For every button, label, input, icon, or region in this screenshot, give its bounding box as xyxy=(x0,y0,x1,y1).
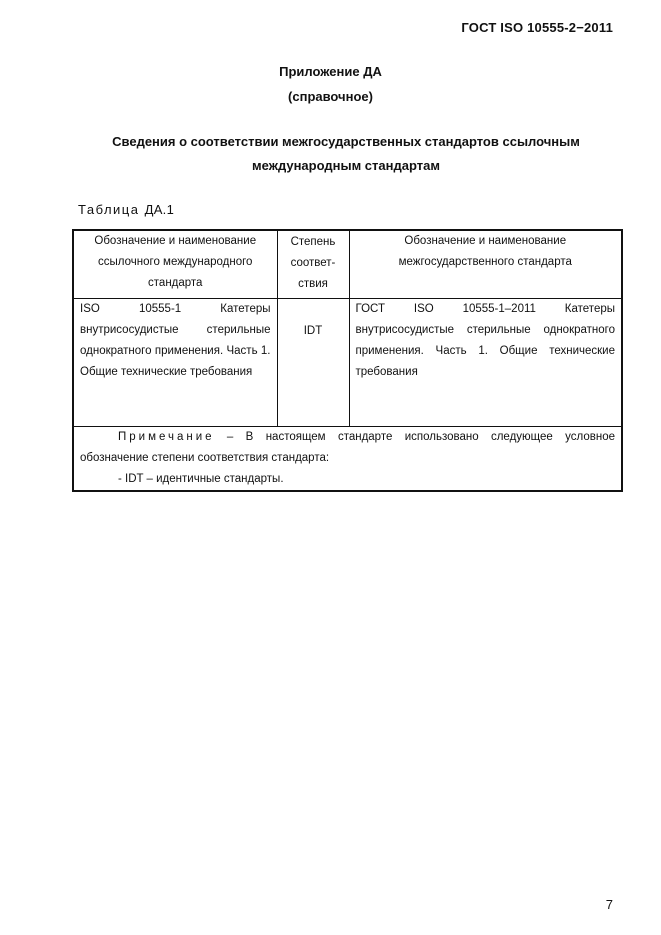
section-title xyxy=(90,130,602,178)
cell-interstate-standard: ГОСТ ISO 10555-1–2011 Катетеры внутрисосудистые стерильные однократного применения. Часть 1. Общие технические требования xyxy=(349,299,622,427)
section-title-line1: Сведения о соответствии межгосударственных стандартов ссылочным xyxy=(112,134,580,149)
cell-degree: IDT xyxy=(277,299,349,427)
table-caption-word: Таблица xyxy=(78,202,140,217)
table-header-row xyxy=(73,230,622,299)
appendix-subtitle: (справочное) xyxy=(288,89,373,104)
table-caption xyxy=(78,202,174,217)
appendix-title: Приложение ДА xyxy=(279,64,382,79)
table-row xyxy=(73,299,622,427)
table-caption-number: ДА.1 xyxy=(144,202,175,217)
header-international-standard: Обозначение и наименование ссылочного международного стандарта xyxy=(73,230,277,299)
header-interstate-standard: Обозначение и наименование межгосударственного стандарта xyxy=(349,230,622,299)
note-label: Примечание xyxy=(118,431,215,443)
document-code: ГОСТ ISO 10555-2−2011 xyxy=(461,20,613,35)
note-body: – В настоящем стандарте использовано следующее условное обозначение степени соответствия стандарта: xyxy=(80,431,615,464)
table-note-row xyxy=(73,427,622,492)
table-note xyxy=(73,427,622,492)
correspondence-table xyxy=(72,229,623,492)
header-degree: Степень соответ-ствия xyxy=(277,230,349,299)
note-text xyxy=(80,427,615,469)
page-number: 7 xyxy=(605,897,613,912)
section-title-line2: международным стандартам xyxy=(252,158,440,173)
note-item: - IDT – идентичные стандарты. xyxy=(118,473,284,485)
cell-international-standard: ISO 10555-1 Катетеры внутрисосудистые стерильные однократного применения. Часть 1. Общие технические требования xyxy=(73,299,277,427)
